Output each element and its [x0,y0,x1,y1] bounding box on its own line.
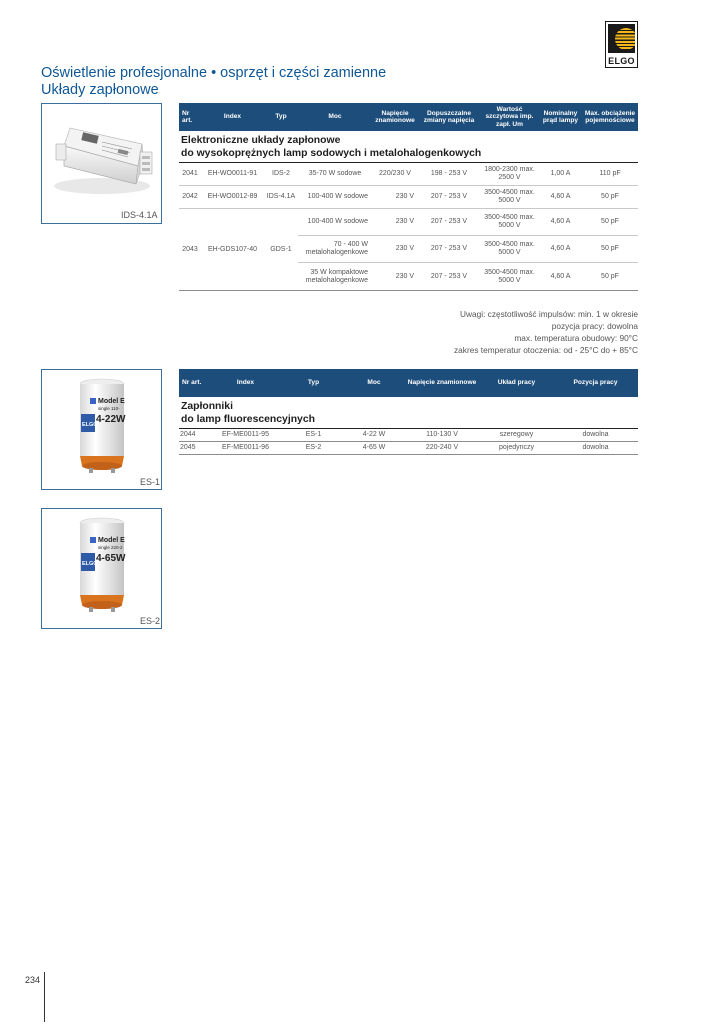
starter-model-text: Model E [98,398,125,405]
section-title-line2: do wysokoprężnych lamp sodowych i metalohalogenkowych [181,148,482,159]
table-header-row [179,103,638,131]
cell-napiecie: 110-130 V [404,429,480,442]
notes [454,308,638,356]
elgo-logo [605,21,638,68]
cell-napiecie: 230 V [372,209,418,236]
page-title [41,65,386,99]
col-header-szczyt: Wartość szczytowa imp. zapł. Um [480,103,539,131]
cell-szczyt: 1800-2300 max. 2500 V [480,163,539,186]
section-title [179,397,638,429]
cell-moc: 35-70 W sodowe [298,163,372,186]
image-label-ids41a: IDS-4.1A [121,210,158,220]
note-line: max. temperatura obudowy: 90°C [514,333,638,343]
page-title-line1: Oświetlenie profesjonalne • osprzęt i części zamienne [41,65,387,81]
product-image-es2 [41,508,162,629]
cell-typ: ES-1 [283,429,344,442]
table-row [179,163,638,186]
starter-sub-text: single 110- [98,406,120,411]
table-header-row [179,369,638,397]
cell-napiecie: 220-240 V [404,442,480,455]
page-rule [44,972,45,1022]
note-line: zakres temperatur otoczenia: od - 25°C do + 85°C [454,345,638,355]
cell-prad: 4,60 A [539,186,582,209]
cell-szczyt: 3500-4500 max. 5000 V [480,263,539,291]
starter-sub-text: single 220-2 [98,545,123,550]
cell-zmiany: 207 - 253 V [418,263,480,291]
cell-prad: 1,00 A [539,163,582,186]
table-row [179,209,638,236]
cell-szczyt: 3500-4500 max. 5000 V [480,186,539,209]
col-header-pojemn: Max. obciążenie pojemnościowe [582,103,638,131]
col-header-pozycja: Pozycja pracy [553,369,638,397]
note-line: pozycja pracy: dowolna [551,321,638,331]
section-row [179,131,638,163]
table-row [179,442,638,455]
section-row [179,397,638,429]
cell-moc: 35 W kompaktowe metalohalogenkowe [298,263,372,291]
sun-icon [615,28,635,50]
product-image-ids41a [41,103,162,224]
starter-watts-text: 4-65W [96,553,126,564]
cell-zmiany: 207 - 253 V [418,209,480,236]
cell-napiecie: 230 V [372,186,418,209]
ignitor-device-icon [42,104,161,223]
cell-pojemn: 50 pF [582,236,638,263]
section-title-line2: do lamp fluorescencyjnych [181,414,315,425]
cell-moc: 70 - 400 W metalohalogenkowe [298,236,372,263]
cell-zmiany: 207 - 253 V [418,236,480,263]
cell-index: EH-WO0012-89 [201,186,264,209]
cell-nr: 2045 [179,442,208,455]
cell-nr: 2044 [179,429,208,442]
cell-index: EH-WO0011-91 [201,163,264,186]
cell-szczyt: 3500-4500 max. 5000 V [480,236,539,263]
cell-typ: IDS-4.1A [264,186,298,209]
cell-napiecie: 230 V [372,236,418,263]
starter-brand-text: ELGO [82,561,98,567]
starter-watts-text: 4-22W [96,414,126,425]
col-header-napiecie: Napięcie znamionowe [372,103,418,131]
col-header-index: Index [208,369,283,397]
col-header-typ: Typ [283,369,344,397]
starters-table [179,369,638,455]
cell-moc: 100-400 W sodowe [298,186,372,209]
cell-pojemn: 50 pF [582,209,638,236]
cell-napiecie: 230 V [372,263,418,291]
cell-pozycja: dowolna [553,429,638,442]
cell-typ: ES-2 [283,442,344,455]
starter-es2-icon [42,509,161,628]
note-line: Uwagi: częstotliwość impulsów: min. 1 w okresie [460,309,638,319]
col-header-moc: Moc [298,103,372,131]
cell-typ: IDS-2 [264,163,298,186]
cell-nr: 2041 [179,163,201,186]
cell-prad: 4,60 A [539,236,582,263]
col-header-uklad: Układ pracy [480,369,553,397]
cell-nr: 2043 [179,209,201,291]
section-title-line1: Elektroniczne układy zapłonowe [181,135,341,146]
starter-model-text: Model E [98,537,125,544]
page-title-line2: Układy zapłonowe [41,82,159,98]
page-number: 234 [25,975,41,985]
table-row [179,186,638,209]
col-header-napiecie: Napięcie znamionowe [404,369,480,397]
cell-moc: 100-400 W sodowe [298,209,372,236]
cell-napiecie: 220/230 V [372,163,418,186]
cell-pojemn: 50 pF [582,186,638,209]
section-title [179,131,638,163]
cell-moc: 4-65 W [344,442,404,455]
cell-zmiany: 207 - 253 V [418,186,480,209]
col-header-nr: Nr art. [179,103,201,131]
cell-uklad: szeregowy [480,429,553,442]
cell-index: EH-GDS107-40 [201,209,264,291]
cell-pojemn: 50 pF [582,263,638,291]
ignitors-table [179,103,638,291]
cell-typ: GDS-1 [264,209,298,291]
section-title-line1: Zapłonniki [181,401,233,412]
cell-pozycja: dowolna [553,442,638,455]
cell-szczyt: 3500-4500 max. 5000 V [480,209,539,236]
cell-pojemn: 110 pF [582,163,638,186]
col-header-index: Index [201,103,264,131]
cell-index: EF-ME0011-96 [208,442,283,455]
starter-brand-text: ELGO [82,422,98,428]
table-row [179,429,638,442]
cell-prad: 4,60 A [539,209,582,236]
starter-es1-icon [42,370,161,489]
col-header-zmiany: Dopuszczalne zmiany napięcia [418,103,480,131]
logo-emblem [608,24,635,53]
image-label-es2: ES-2 [140,616,161,626]
cell-prad: 4,60 A [539,263,582,291]
col-header-nr: Nr art. [179,369,208,397]
col-header-prad: Nominalny prąd lampy [539,103,582,131]
col-header-typ: Typ [264,103,298,131]
cell-zmiany: 198 - 253 V [418,163,480,186]
cell-index: EF-ME0011-95 [208,429,283,442]
cell-uklad: pojedynczy [480,442,553,455]
cell-moc: 4-22 W [344,429,404,442]
col-header-moc: Moc [344,369,404,397]
logo-text: ELGO [608,56,635,66]
product-image-es1 [41,369,162,490]
image-label-es1: ES-1 [140,477,161,487]
cell-nr: 2042 [179,186,201,209]
